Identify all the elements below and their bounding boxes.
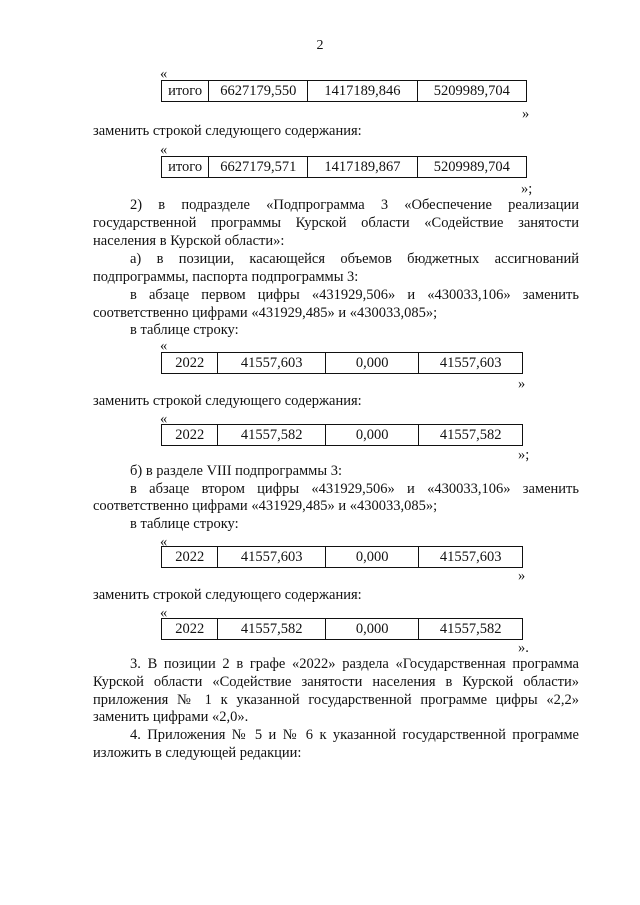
open-quote: « bbox=[160, 142, 168, 158]
close-quote: ». bbox=[518, 640, 529, 656]
table-row-2022-new-2 bbox=[161, 618, 523, 640]
table-cell: 5209989,704 bbox=[417, 157, 526, 178]
table-cell: 41557,582 bbox=[218, 425, 326, 446]
paragraph-a-cont bbox=[93, 269, 579, 287]
text-line: в абзаце втором цифры «431929,506» и «430033,106» заменить bbox=[130, 481, 579, 497]
table-cell: 2022 bbox=[162, 353, 218, 374]
paragraph-b: б) в разделе VIII подпрограммы 3: bbox=[130, 463, 343, 479]
text-line: 4. Приложения № 5 и № 6 к указанной государственной программе bbox=[130, 727, 579, 743]
text-line: изложить в следующей редакции: bbox=[93, 745, 302, 761]
table-cell: 0,000 bbox=[326, 353, 419, 374]
close-quote: » bbox=[518, 568, 526, 584]
text-line: в абзаце первом цифры «431929,506» и «430033,106» заменить bbox=[130, 287, 579, 303]
paragraph-2 bbox=[93, 197, 579, 215]
paragraph-abz2 bbox=[93, 481, 579, 499]
close-quote: » bbox=[518, 376, 526, 392]
paragraph-abz2-cont bbox=[93, 498, 579, 516]
table-cell: 41557,603 bbox=[218, 353, 326, 374]
text-line: 2) в подразделе «Подпрограмма 3 «Обеспечение реализации bbox=[130, 197, 579, 213]
text-line: а) в позиции, касающейся объемов бюджетных ассигнований bbox=[130, 251, 579, 267]
paragraph-4 bbox=[93, 727, 579, 745]
text-line: 3. В позиции 2 в графе «2022» раздела «Государственная программа bbox=[130, 656, 579, 672]
replace-text: заменить строкой следующего содержания: bbox=[93, 393, 362, 409]
table-cell: 2022 bbox=[162, 619, 218, 640]
text-line: соответственно цифрами «431929,485» и «430033,085»; bbox=[93, 498, 438, 514]
text-line: заменить цифрами «2,0». bbox=[93, 709, 249, 725]
paragraph-abz1-cont bbox=[93, 305, 579, 323]
table-cell: 0,000 bbox=[326, 547, 419, 568]
open-quote: « bbox=[160, 411, 168, 427]
in-table-text: в таблице строку: bbox=[130, 516, 239, 532]
open-quote: « bbox=[160, 66, 168, 82]
table-cell: 1417189,867 bbox=[308, 157, 417, 178]
table-cell: 41557,603 bbox=[419, 353, 523, 374]
replace-text: заменить строкой следующего содержания: bbox=[93, 123, 362, 139]
text-line: населения в Курской области»: bbox=[93, 232, 285, 249]
table-cell: 1417189,846 bbox=[308, 81, 417, 102]
table-cell: 6627179,550 bbox=[209, 81, 308, 102]
table-cell: 2022 bbox=[162, 547, 218, 568]
table-cell: 0,000 bbox=[326, 619, 419, 640]
table-row-2022-new bbox=[161, 424, 523, 446]
open-quote: « bbox=[160, 534, 168, 550]
paragraph-3 bbox=[93, 656, 579, 674]
table-cell: 41557,582 bbox=[419, 619, 523, 640]
page-number: 2 bbox=[316, 38, 324, 53]
table-row-itogo-new bbox=[161, 156, 527, 178]
paragraph-3-cont bbox=[93, 674, 579, 727]
table-cell: 41557,603 bbox=[218, 547, 326, 568]
replace-text: заменить строкой следующего содержания: bbox=[93, 587, 362, 603]
close-quote: »; bbox=[521, 181, 533, 197]
table-cell: 41557,582 bbox=[419, 425, 523, 446]
text-line: Курской области «Содействие занятости населения в Курской области» bbox=[93, 674, 579, 690]
table-row-itogo-old bbox=[161, 80, 527, 102]
table-cell: 0,000 bbox=[326, 425, 419, 446]
table-cell: 2022 bbox=[162, 425, 218, 446]
table-cell: 6627179,571 bbox=[209, 157, 308, 178]
text-line: подпрограммы, паспорта подпрограммы 3: bbox=[93, 269, 359, 285]
open-quote: « bbox=[160, 605, 168, 621]
table-row-2022-old-2 bbox=[161, 546, 523, 568]
table-cell: итого bbox=[162, 81, 209, 102]
table-row-2022-old bbox=[161, 352, 523, 374]
in-table-text: в таблице строку: bbox=[130, 322, 239, 338]
paragraph-a bbox=[93, 251, 579, 269]
table-cell: 41557,582 bbox=[218, 619, 326, 640]
text-line: приложения № 1 к указанной государственной программе цифры «2,2» bbox=[93, 691, 579, 708]
close-quote: »; bbox=[518, 447, 530, 463]
table-cell: 5209989,704 bbox=[417, 81, 526, 102]
table-cell: итого bbox=[162, 157, 209, 178]
text-line: соответственно цифрами «431929,485» и «430033,085»; bbox=[93, 305, 438, 321]
open-quote: « bbox=[160, 338, 168, 354]
close-quote: » bbox=[522, 106, 530, 122]
paragraph-4-cont bbox=[93, 745, 579, 763]
text-line: государственной программы Курской области «Содействие занятости bbox=[93, 215, 579, 231]
paragraph-2-cont bbox=[93, 215, 579, 250]
table-cell: 41557,603 bbox=[419, 547, 523, 568]
paragraph-abz1 bbox=[93, 287, 579, 305]
